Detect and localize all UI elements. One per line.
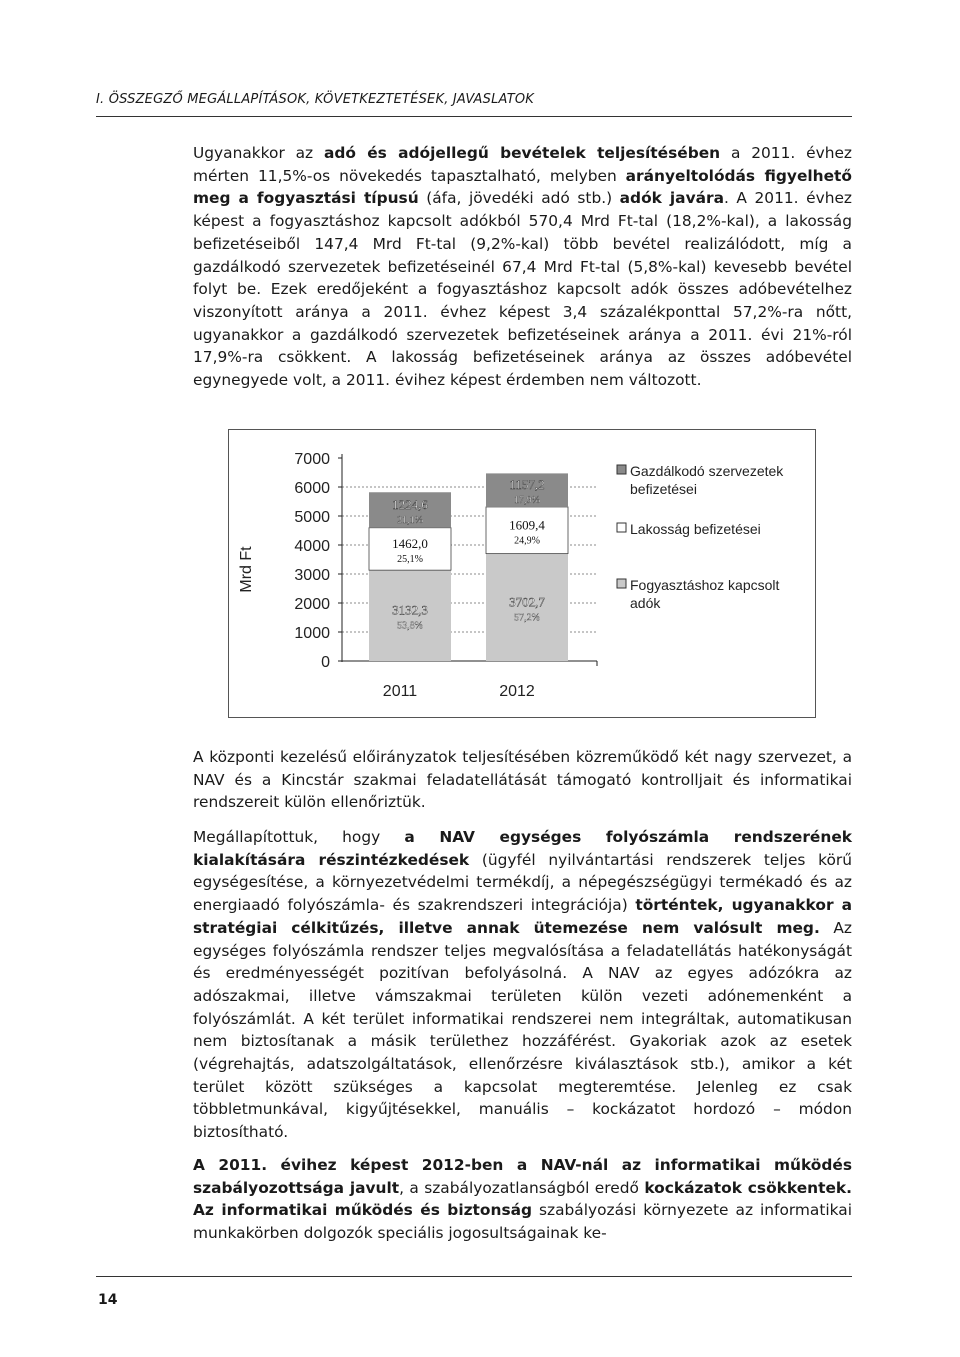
- paragraph-tax-revenue: [193, 142, 852, 392]
- header-rule: [96, 116, 852, 117]
- y-tick-label: 5000: [294, 509, 330, 526]
- y-tick-label: 4000: [294, 538, 330, 555]
- data-label: 1224,6: [392, 497, 428, 513]
- data-label: 1609,4: [509, 517, 545, 533]
- y-tick-label: 2000: [294, 596, 330, 613]
- x-tick-label: 2012: [499, 683, 535, 700]
- text-run: Megállapítottuk, hogy: [193, 828, 405, 846]
- page-number: 14: [98, 1292, 118, 1308]
- legend-label: Lakosság befizetései: [630, 521, 761, 537]
- text-run: a 2011. évhez mérten 11,5%-os növekedés tapasztalható, melyben: [193, 144, 852, 185]
- paragraph-folyoszamla: [193, 826, 852, 1144]
- y-tick-label: 1000: [294, 625, 330, 642]
- share-label: 21,1%: [397, 515, 423, 527]
- legend-label: Gazdálkodó szervezetek befizetései: [630, 463, 784, 497]
- data-label: 3132,3: [392, 602, 428, 618]
- paragraph-nav-kincstar: [193, 746, 852, 814]
- text-run: , a szabályozatlanságból eredő: [399, 1178, 645, 1197]
- y-tick-label: 6000: [294, 480, 330, 497]
- data-label: 3702,7: [509, 594, 545, 610]
- share-label: 57,2%: [514, 612, 540, 624]
- running-header: I. ÖSSZEGZŐ MEGÁLLAPÍTÁSOK, KÖVETKEZTETÉSEK, JAVASLATOK: [96, 92, 534, 107]
- y-axis-label: Mrd Ft: [238, 546, 255, 593]
- text-run: történtek, ugyanakkor a stratégiai célkitűzés, illetve annak ütemezése nem valósult meg.: [193, 896, 852, 937]
- text-run: adók javára: [619, 189, 724, 208]
- x-tick-label: 2011: [382, 683, 418, 700]
- legend-swatch: [617, 465, 626, 474]
- text-run: A 2011. évihez képest 2012-ben a NAV-nál az informatikai működés szabályozottsága javult: [193, 1156, 852, 1197]
- footer-rule: [96, 1276, 852, 1277]
- share-label: 53,8%: [397, 620, 423, 632]
- y-tick-label: 0: [321, 654, 330, 671]
- text-run: (ügyfél nyilvántartási rendszerek teljes körű egységesítése, a környezetvédelmi termékdíj, a népegészségügyi termékadó és az energiaadó folyószámla- és szakrendszeri integrációja): [193, 850, 852, 915]
- chart-svg: [229, 430, 815, 717]
- data-label: 1462,0: [392, 535, 428, 551]
- y-tick-label: 7000: [294, 451, 330, 468]
- text-run: kockázatok csökkentek. Az informatikai működés és biztonság: [193, 1178, 852, 1220]
- paragraph-it-regulation: [193, 1154, 852, 1245]
- text-run: adó és adójellegű bevételek teljesítésében: [323, 144, 721, 162]
- text-run: a NAV egységes folyószámla rendszerének kialakítására részintézkedések: [193, 828, 852, 869]
- legend-swatch: [617, 579, 626, 588]
- share-label: 24,9%: [514, 535, 540, 547]
- text-run: . A 2011. évhez képest a fogyasztáshoz kapcsolt adókból 570,4 Mrd Ft-tal (18,2%-kal), a lakosság befizetéseiből 147,4 Mrd Ft-tal (9,2%-kal) több bevétel realizálódott, míg a gazdálkodó szervezetek befizetéseinél 67,4 Mrd Ft-tal (5,8%-kal) kevesebb bevétel folyt be. Ezek eredőjeként a fogyasztáshoz kapcsolt adók összes adóbevételhez viszonyított aránya a 2011. évhez képest 3,4 százalékponttal 57,2%-ra nőtt, ugyanakkor a gazdálkodó szervezetek befizetéseinek aránya a 2011. évi 21%-ról 17,9%-ra csökkent. A lakosság befizetéseinek aránya az összes adóbevétel egynegyede volt, a 2011. évihez képest érdemben nem változott.: [193, 189, 852, 390]
- legend-label: Fogyasztáshoz kapcsolt adók: [630, 577, 780, 611]
- text-run: A központi kezelésű előirányzatok teljesítésében közreműködő két nagy szervezet, a NAV és a Kincstár szakmai feladatellátását támogató kontrolljait és informatikai rendszereit külön ellenőriztük.: [193, 748, 852, 812]
- data-label: 1157,2: [509, 477, 545, 493]
- legend-swatch: [617, 523, 626, 532]
- stacked-bar-chart: [228, 429, 816, 718]
- y-tick-label: 3000: [294, 567, 330, 584]
- text-run: arányeltolódás figyelhető meg a fogyasztási típusú: [193, 166, 852, 208]
- text-run: (áfa, jövedéki adó stb.): [418, 189, 620, 208]
- text-run: Ugyanakkor az: [193, 144, 324, 162]
- share-label: 25,1%: [397, 553, 423, 565]
- text-run: szabályozási környezete az informatikai munkakörben dolgozók speciális jogosultságainak ke-: [193, 1201, 853, 1243]
- text-run: Az egységes folyószámla rendszer teljes megvalósítása a feladatellátás hatékonyságát és eredményességét pozitívan befolyásolná. A NAV az egyes adózókra az adószakmai, illetve vámszakmai területen külön vezeti adónemenként a folyószámlát. A két terület informatikai rendszerei nem integráltak, automatikusan nem biztosítanak a másik területhez hozzáférést. Gyakoriak azok az esetek (végrehajtás, adatszolgáltatások, ellenőrzésre kiválasztások stb.), amikor a két terület között szükséges a kapcsolat megteremtése. Jelenleg ez csak többletmunkával, kigyűjtésekkel, manuális – kockázatot hordozó – módon biztosítható.: [193, 918, 853, 1142]
- share-label: 17,9%: [514, 495, 540, 507]
